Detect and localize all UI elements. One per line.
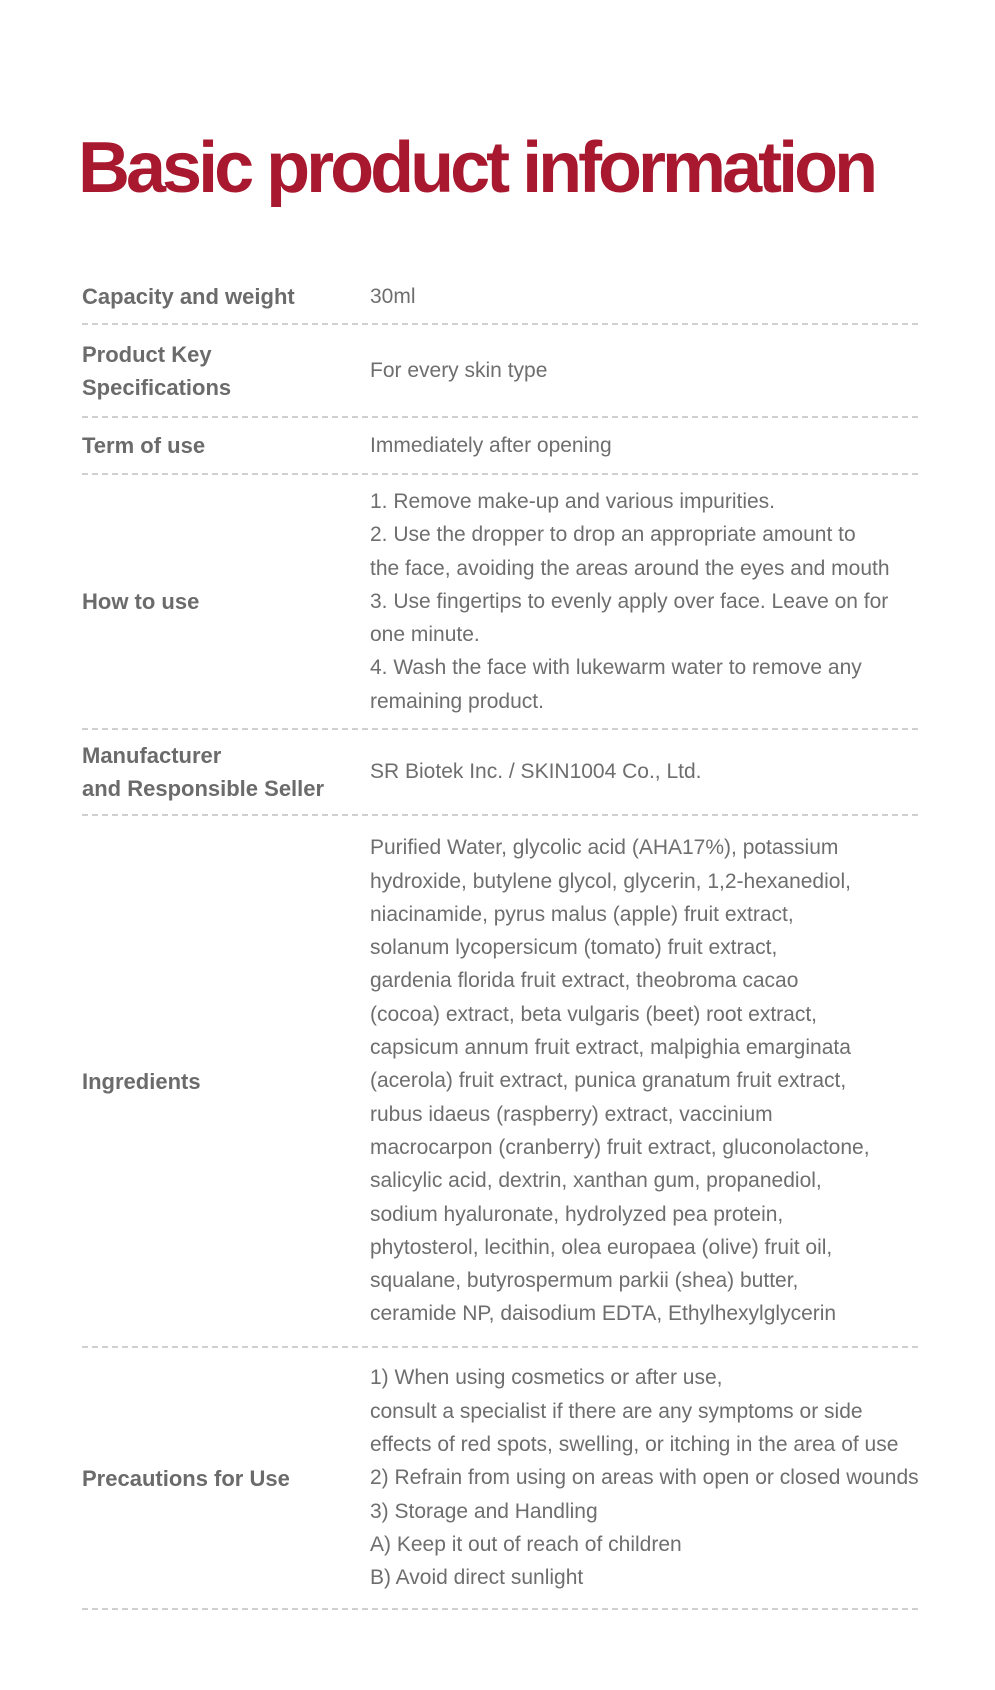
ingredients-line: macrocarpon (cranberry) fruit extract, gluconolactone, [370, 1135, 870, 1159]
manufacturer-label [82, 739, 370, 805]
how-to-use-line: one minute. [370, 623, 480, 647]
ingredients-line: ceramide NP, daisodium EDTA, Ethylhexylglycerin [370, 1302, 837, 1326]
precautions-value [370, 1361, 919, 1594]
product-info-table [82, 270, 918, 1610]
ingredients-line: Purified Water, glycolic acid (AHA17%), potassium [370, 836, 839, 860]
manufacturer-label-line: Manufacturer [82, 743, 222, 768]
term-of-use-row [82, 418, 918, 475]
capacity-row [82, 270, 918, 325]
precautions-line: effects of red spots, swelling, or itching in the area of use [370, 1433, 899, 1457]
ingredients-line: niacinamide, pyrus malus (apple) fruit extract, [370, 902, 794, 926]
how-to-use-line: 2. Use the dropper to drop an appropriate amount to [370, 523, 856, 547]
manufacturer-label-line: and Responsible Seller [82, 776, 325, 801]
ingredients-label: Ingredients [82, 1068, 201, 1094]
term-of-use-label: Term of use [82, 433, 206, 458]
how-to-use-line: the face, avoiding the areas around the eyes and mouth [370, 556, 890, 580]
term-of-use-value: Immediately after opening [370, 433, 612, 457]
precautions-row [82, 1348, 918, 1610]
key-specifications-label [82, 338, 370, 404]
page-title: Basic product information [78, 128, 875, 208]
how-to-use-line: 4. Wash the face with lukewarm water to remove any [370, 656, 862, 680]
key-specifications-label-line: Product Key [82, 341, 212, 367]
manufacturer-value: SR Biotek Inc. / SKIN1004 Co., Ltd. [370, 760, 702, 784]
precautions-line: 3) Storage and Handling [370, 1499, 598, 1523]
ingredients-line: gardenia florida fruit extract, theobroma cacao [370, 969, 799, 993]
ingredients-line: (acerola) fruit extract, punica granatum fruit extract, [370, 1069, 847, 1093]
ingredients-row [82, 816, 918, 1348]
ingredients-line: capsicum annum fruit extract, malpighia emarginata [370, 1036, 851, 1060]
how-to-use-line: 3. Use fingertips to evenly apply over face. Leave on for [370, 589, 889, 613]
precautions-line: consult a specialist if there are any symptoms or side [370, 1399, 863, 1423]
capacity-label: Capacity and weight [82, 284, 295, 309]
how-to-use-line: 1. Remove make-up and various impurities. [370, 489, 776, 513]
capacity-value: 30ml [370, 284, 416, 308]
manufacturer-row [82, 730, 918, 816]
ingredients-line: (cocoa) extract, beta vulgaris (beet) root extract, [370, 1002, 818, 1026]
how-to-use-line: remaining product. [370, 689, 544, 713]
ingredients-line: solanum lycopersicum (tomato) fruit extract, [370, 936, 778, 960]
how-to-use-row [82, 475, 918, 730]
ingredients-value [370, 831, 918, 1330]
key-specifications-row [82, 325, 918, 418]
how-to-use-value [370, 485, 918, 718]
ingredients-line: phytosterol, lecithin, olea europaea (olive) fruit oil, [370, 1235, 833, 1259]
ingredients-line: salicylic acid, dextrin, xanthan gum, propanediol, [370, 1169, 822, 1193]
ingredients-line: rubus idaeus (raspberry) extract, vaccinium [370, 1102, 773, 1126]
precautions-label: Precautions for Use [82, 1465, 290, 1491]
ingredients-line: sodium hyaluronate, hydrolyzed pea protein, [370, 1202, 784, 1226]
precautions-line: 1) When using cosmetics or after use, [370, 1366, 723, 1390]
ingredients-line: hydroxide, butylene glycol, glycerin, 1,2-hexanediol, [370, 869, 851, 893]
how-to-use-label: How to use [82, 589, 200, 614]
precautions-line: 2) Refrain from using on areas with open or closed wounds [370, 1466, 919, 1490]
precautions-line: B) Avoid direct sunlight [370, 1566, 584, 1590]
ingredients-line: squalane, butyrospermum parkii (shea) butter, [370, 1269, 799, 1293]
key-specifications-value: For every skin type [370, 358, 548, 382]
precautions-line: A) Keep it out of reach of children [370, 1532, 682, 1556]
key-specifications-label-line: Specifications [82, 374, 232, 400]
